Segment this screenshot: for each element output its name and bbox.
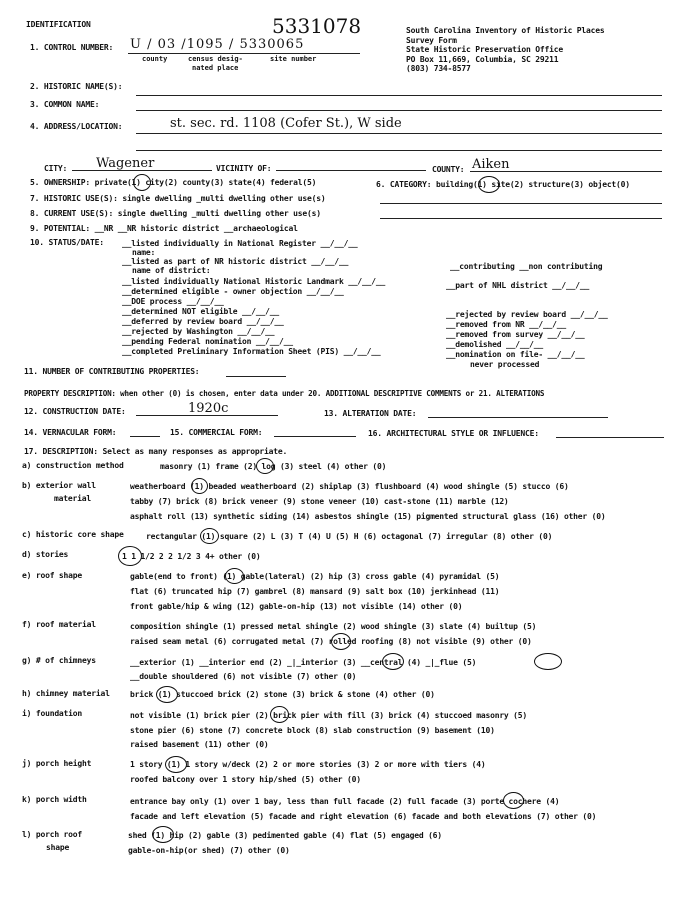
- construction-date-label: 12. CONSTRUCTION DATE:: [24, 407, 126, 416]
- agency-block: [406, 26, 605, 74]
- status-option: __listed individually National Historic Landmark __/__/__: [122, 277, 386, 286]
- agency-line: PO Box 11,669, Columbia, SC 29211: [406, 54, 559, 64]
- desc-options: __double shouldered (6) not visible (7) other (0): [130, 672, 357, 681]
- circle-mark: [165, 756, 187, 773]
- desc-options: entrance bay only (1) over 1 bay, less than full facade (2) full facade (3) porte cochere (4): [130, 797, 560, 806]
- control-number-label: 1. CONTROL NUMBER:: [30, 43, 114, 52]
- desc-label-foundation: i) foundation: [22, 709, 83, 718]
- circle-mark: [191, 478, 208, 494]
- status-option: __listed individually in National Register __/__/__: [122, 239, 358, 248]
- circle-mark: [256, 458, 274, 474]
- desc-options: facade and left elevation (5) facade and right elevation (6) facade and both elevations (7) other (0): [130, 812, 597, 821]
- site-code: 5330065: [239, 37, 305, 52]
- status-option: __determined NOT eligible __/__/__: [122, 307, 279, 316]
- desc-label-stories: d) stories: [22, 550, 69, 559]
- desc-label-construction: a) construction method: [22, 461, 124, 470]
- control-number-value: U / 03 /1095 / 5330065: [130, 37, 305, 52]
- description-heading: 17. DESCRIPTION: Select as many responses as appropriate.: [24, 447, 288, 456]
- desc-options: 1 1 1/2 2 2 1/2 3 4+ other (0): [122, 552, 261, 561]
- desc-options: gable(end to front) (1) gable(lateral) (2) hip (3) cross gable (4) pyramidal (5): [130, 572, 500, 581]
- handwritten-stamp-number: 5331078: [272, 14, 362, 38]
- construction-date-value: 1920c: [188, 401, 229, 416]
- agency-line: Survey Form: [406, 35, 457, 45]
- desc-options: flat (6) truncated hip (7) gambrel (8) mansard (9) salt box (10) jerkinhead (11): [130, 587, 500, 596]
- county-code: U: [130, 37, 142, 52]
- status-option: __removed from survey __/__/__: [446, 330, 585, 339]
- desc-label-exterior-wall: b) exterior wall: [22, 481, 96, 490]
- desc-label-roof-shape: e) roof shape: [22, 571, 83, 580]
- city-label: CITY:: [44, 164, 68, 173]
- status-sub: name:: [132, 248, 156, 257]
- category-line: 6. CATEGORY: building(1) site(2) structure(3) object(0): [376, 180, 630, 189]
- status-sub: name of district:: [132, 266, 211, 275]
- ownership-line: 5. OWNERSHIP: private(1) city(2) county(3) state(4) federal(5): [30, 178, 317, 187]
- desc-options: brick (1) stuccoed brick (2) stone (3) brick & stone (4) other (0): [130, 690, 435, 699]
- desc-options: raised basement (11) other (0): [130, 740, 269, 749]
- desc-options: tabby (7) brick (8) brick veneer (9) stone veneer (10) cast-stone (11) marble (12): [130, 497, 509, 506]
- property-description-note: PROPERTY DESCRIPTION: when other (0) is chosen, enter data under 20. ADDITIONAL DESCRIPTIVE COMMENTS or 21. ALTERATIONS: [24, 389, 545, 398]
- status-sub: never processed: [470, 360, 540, 369]
- desc-options: weatherboard (1) beaded weatherboard (2) shiplap (3) flushboard (4) wood shingle (5) stucco (6): [130, 482, 569, 491]
- desc-options: shed (1) hip (2) gable (3) pedimented gable (4) flat (5) engaged (6): [128, 831, 442, 840]
- desc-label-roof-material: f) roof material: [22, 620, 96, 629]
- status-option: __contributing __non contributing: [450, 262, 603, 271]
- circle-mark: [156, 686, 178, 703]
- status-label: 10. STATUS/DATE:: [30, 238, 104, 247]
- desc-options: __exterior (1) __interior end (2) _|_interior (3) __central (4) _|_flue (5): [130, 658, 477, 667]
- circle-mark: [225, 568, 244, 584]
- address-value: st. sec. rd. 1108 (Cofer St.), W side: [170, 116, 402, 131]
- agency-line: South Carolina Inventory of Historic Places: [406, 26, 605, 35]
- status-option: __rejected by Washington __/__/__: [122, 327, 275, 336]
- commercial-form-label: 15. COMMERCIAL FORM:: [170, 428, 263, 437]
- status-option: __DOE process __/__/__: [122, 297, 224, 306]
- desc-options: gable-on-hip(or shed) (7) other (0): [128, 846, 290, 855]
- status-option: __completed Preliminary Information Sheet (PIS) __/__/__: [122, 347, 381, 356]
- address-label: 4. ADDRESS/LOCATION:: [30, 122, 123, 131]
- desc-options: asphalt roll (13) synthetic siding (14) asbestos shingle (15) pigmented structural glass (16) other (0): [130, 512, 606, 521]
- desc-options: masonry (1) frame (2) log (3) steel (4) other (0): [160, 462, 387, 471]
- circle-mark: [382, 653, 404, 670]
- circle-mark: [118, 546, 142, 566]
- desc-options: roofed balcony over 1 story hip/shed (5) other (0): [130, 775, 361, 784]
- status-option: __determined eligible - owner objection __/__/__: [122, 287, 344, 296]
- circle-mark: [534, 653, 562, 670]
- circle-mark: [270, 706, 289, 723]
- status-option: __deferred by review board __/__/__: [122, 317, 284, 326]
- desc-options: raised seam metal (6) corrugated metal (7) rolled roofing (8) not visible (9) other (0): [130, 637, 532, 646]
- circle-mark: [331, 633, 351, 650]
- desc-label-porch-roof-2: shape: [46, 843, 70, 852]
- county-label: COUNTY:: [432, 165, 465, 174]
- city-value: Wagener: [96, 156, 155, 171]
- desc-options: stone pier (6) stone (7) concrete block (8) slab construction (9) basement (10): [130, 726, 495, 735]
- common-name-label: 3. COMMON NAME:: [30, 100, 100, 109]
- alteration-date-label: 13. ALTERATION DATE:: [324, 409, 417, 418]
- census-code: 03: [157, 37, 177, 52]
- status-option: __rejected by review board __/__/__: [446, 310, 608, 319]
- census-caption: census desig-: [188, 55, 243, 63]
- place-code: 1095: [186, 37, 224, 52]
- architectural-style-label: 16. ARCHITECTURAL STYLE OR INFLUENCE:: [368, 429, 539, 438]
- agency-line: State Historic Preservation Office: [406, 45, 563, 54]
- circle-mark: [478, 176, 500, 193]
- census-caption2: nated place: [192, 64, 239, 72]
- desc-label-porch-width: k) porch width: [22, 795, 87, 804]
- desc-label-exterior-wall-2: material: [54, 494, 91, 503]
- desc-options: 1 story (1) 1 story w/deck (2) 2 or more stories (3) 2 or more with tiers (4): [130, 760, 486, 769]
- potential-line: 9. POTENTIAL: __NR __NR historic district __archaeological: [30, 224, 298, 233]
- desc-options: composition shingle (1) pressed metal shingle (2) wood shingle (3) slate (4) builtup (5): [130, 622, 537, 631]
- desc-label-porch-height: j) porch height: [22, 759, 92, 768]
- status-option: __part of NHL district __/__/__: [446, 281, 590, 290]
- county-caption: county: [142, 55, 168, 63]
- identification-heading: IDENTIFICATION: [26, 20, 91, 29]
- desc-options: front gable/hip & wing (12) gable-on-hip (13) not visible (14) other (0): [130, 602, 463, 611]
- desc-label-chimneys: g) # of chimneys: [22, 656, 96, 665]
- agency-line: (803) 734-8577: [406, 64, 471, 73]
- vernacular-form-label: 14. VERNACULAR FORM:: [24, 428, 117, 437]
- status-option: __removed from NR __/__/__: [446, 320, 567, 329]
- desc-label-chimney-material: h) chimney material: [22, 689, 110, 698]
- contributing-properties-label: 11. NUMBER OF CONTRIBUTING PROPERTIES:: [24, 367, 200, 376]
- circle-mark: [152, 826, 174, 843]
- circle-mark: [503, 792, 524, 809]
- circle-mark: [133, 174, 151, 191]
- vicinity-label: VICINITY OF:: [216, 164, 272, 173]
- desc-label-core-shape: c) historic core shape: [22, 530, 124, 539]
- desc-label-porch-roof: l) porch roof: [22, 830, 83, 839]
- status-option: __nomination on file- __/__/__: [446, 350, 585, 359]
- county-value: Aiken: [472, 157, 510, 172]
- current-use-line: 8. CURRENT USE(S): single dwelling _multi dwelling other use(s): [30, 209, 321, 218]
- desc-options: rectangular (1) square (2) L (3) T (4) U (5) H (6) octagonal (7) irregular (8) other (0): [146, 532, 553, 541]
- historic-use-line: 7. HISTORIC USE(S): single dwelling _multi dwelling other use(s): [30, 194, 326, 203]
- site-caption: site number: [270, 55, 317, 63]
- desc-options: not visible (1) brick pier (2) brick pier with fill (3) brick (4) stuccoed masonry (5): [130, 711, 528, 720]
- status-option: __pending Federal nomination __/__/__: [122, 337, 293, 346]
- circle-mark: [200, 528, 219, 544]
- status-option: __listed as part of NR historic district __/__/__: [122, 257, 349, 266]
- historic-name-label: 2. HISTORIC NAME(S):: [30, 82, 123, 91]
- status-option: __demolished __/__/__: [446, 340, 543, 349]
